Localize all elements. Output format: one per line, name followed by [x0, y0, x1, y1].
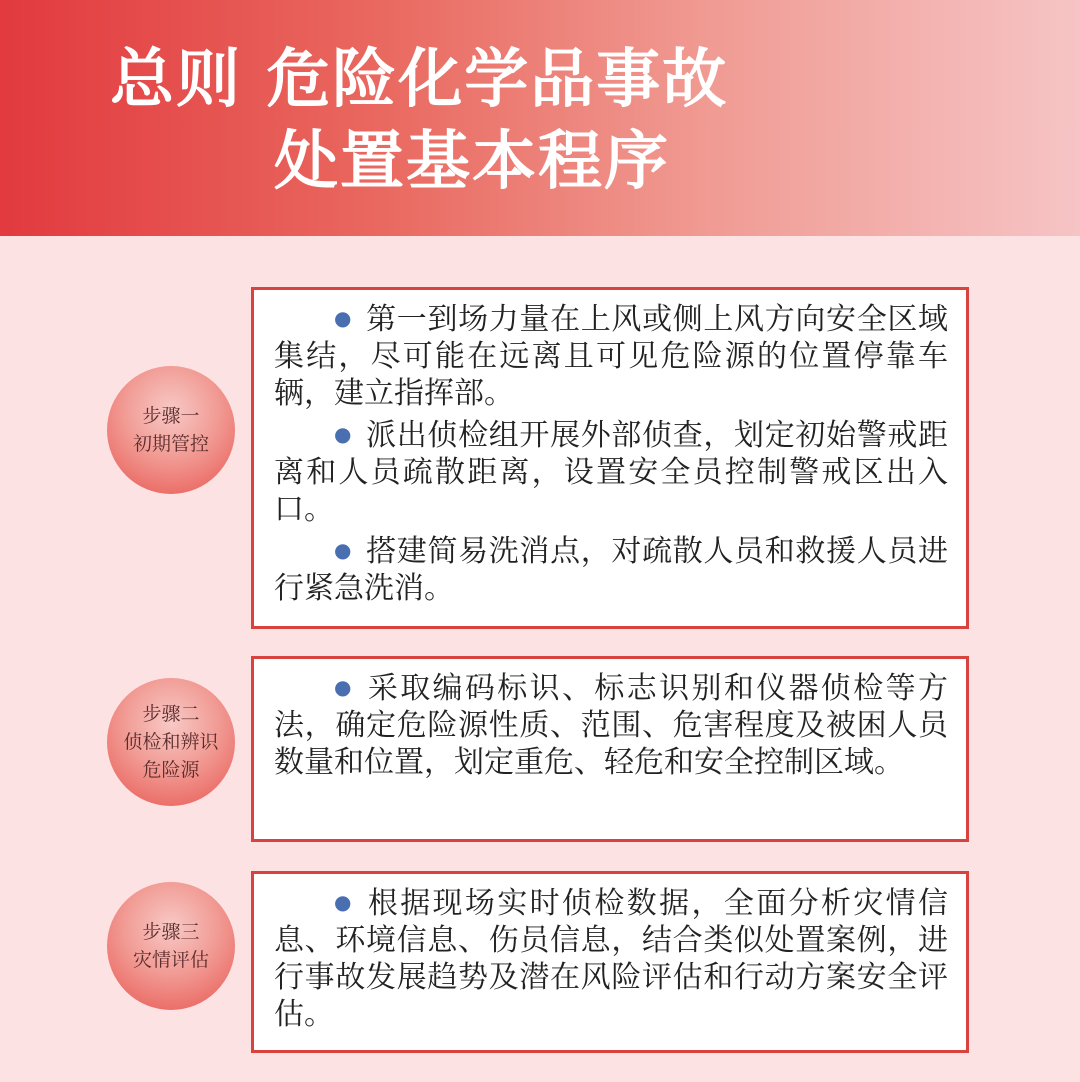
- step-1-label-line2: 初期管控: [132, 433, 209, 455]
- step-3-paragraph-1: ● 根据现场实时侦检数据，全面分析灾情信息、环境信息、伤员信息，结合类似处置案例，进行事故发展趋势及潜在风险评估和行动方案安全评估。: [274, 886, 949, 1032]
- step-3-label-line1: 步骤三: [142, 921, 200, 943]
- bullet-icon: ●: [334, 675, 354, 699]
- bullet-icon: ●: [334, 422, 353, 446]
- step-2-badge: [107, 678, 235, 806]
- page-title-line2: 处置基本程序: [274, 125, 670, 199]
- step-1-badge: [107, 366, 235, 494]
- step-1-paragraph-2: ● 派出侦检组开展外部侦查，划定初始警戒距离和人员疏散距离，设置安全员控制警戒区出入口。: [274, 418, 949, 527]
- step-3-label-line2: 灾情评估: [132, 949, 209, 971]
- step-3-content-box: [251, 871, 969, 1053]
- step-2-paragraph-1: ● 采取编码标识、标志识别和仪器侦检等方法，确定危险源性质、范围、危害程度及被困人员数量和位置，划定重危、轻危和安全控制区域。: [274, 671, 949, 780]
- bullet-icon: ●: [334, 306, 353, 330]
- step-2-content-box: [251, 656, 969, 842]
- step-3-badge: [107, 882, 235, 1010]
- bullet-icon: ●: [334, 890, 354, 914]
- bullet-icon: ●: [334, 538, 353, 562]
- step-1-paragraph-3: ● 搭建简易洗消点，对疏散人员和救援人员进行紧急洗消。: [274, 534, 949, 606]
- step-2-label-line2: 侦检和辨识: [123, 731, 219, 753]
- step-1-paragraph-1: ● 第一到场力量在上风或侧上风方向安全区域集结，尽可能在远离且可见危险源的位置停靠车辆，建立指挥部。: [274, 302, 949, 411]
- step-1-label-line1: 步骤一: [142, 405, 200, 427]
- page-title-line1: 总则 危险化学品事故: [110, 43, 729, 117]
- header-banner: [0, 0, 1080, 236]
- step-2-label-line3: 危险源: [142, 759, 200, 781]
- step-2-label-line1: 步骤二: [142, 703, 200, 725]
- step-1-content-box: [251, 287, 969, 629]
